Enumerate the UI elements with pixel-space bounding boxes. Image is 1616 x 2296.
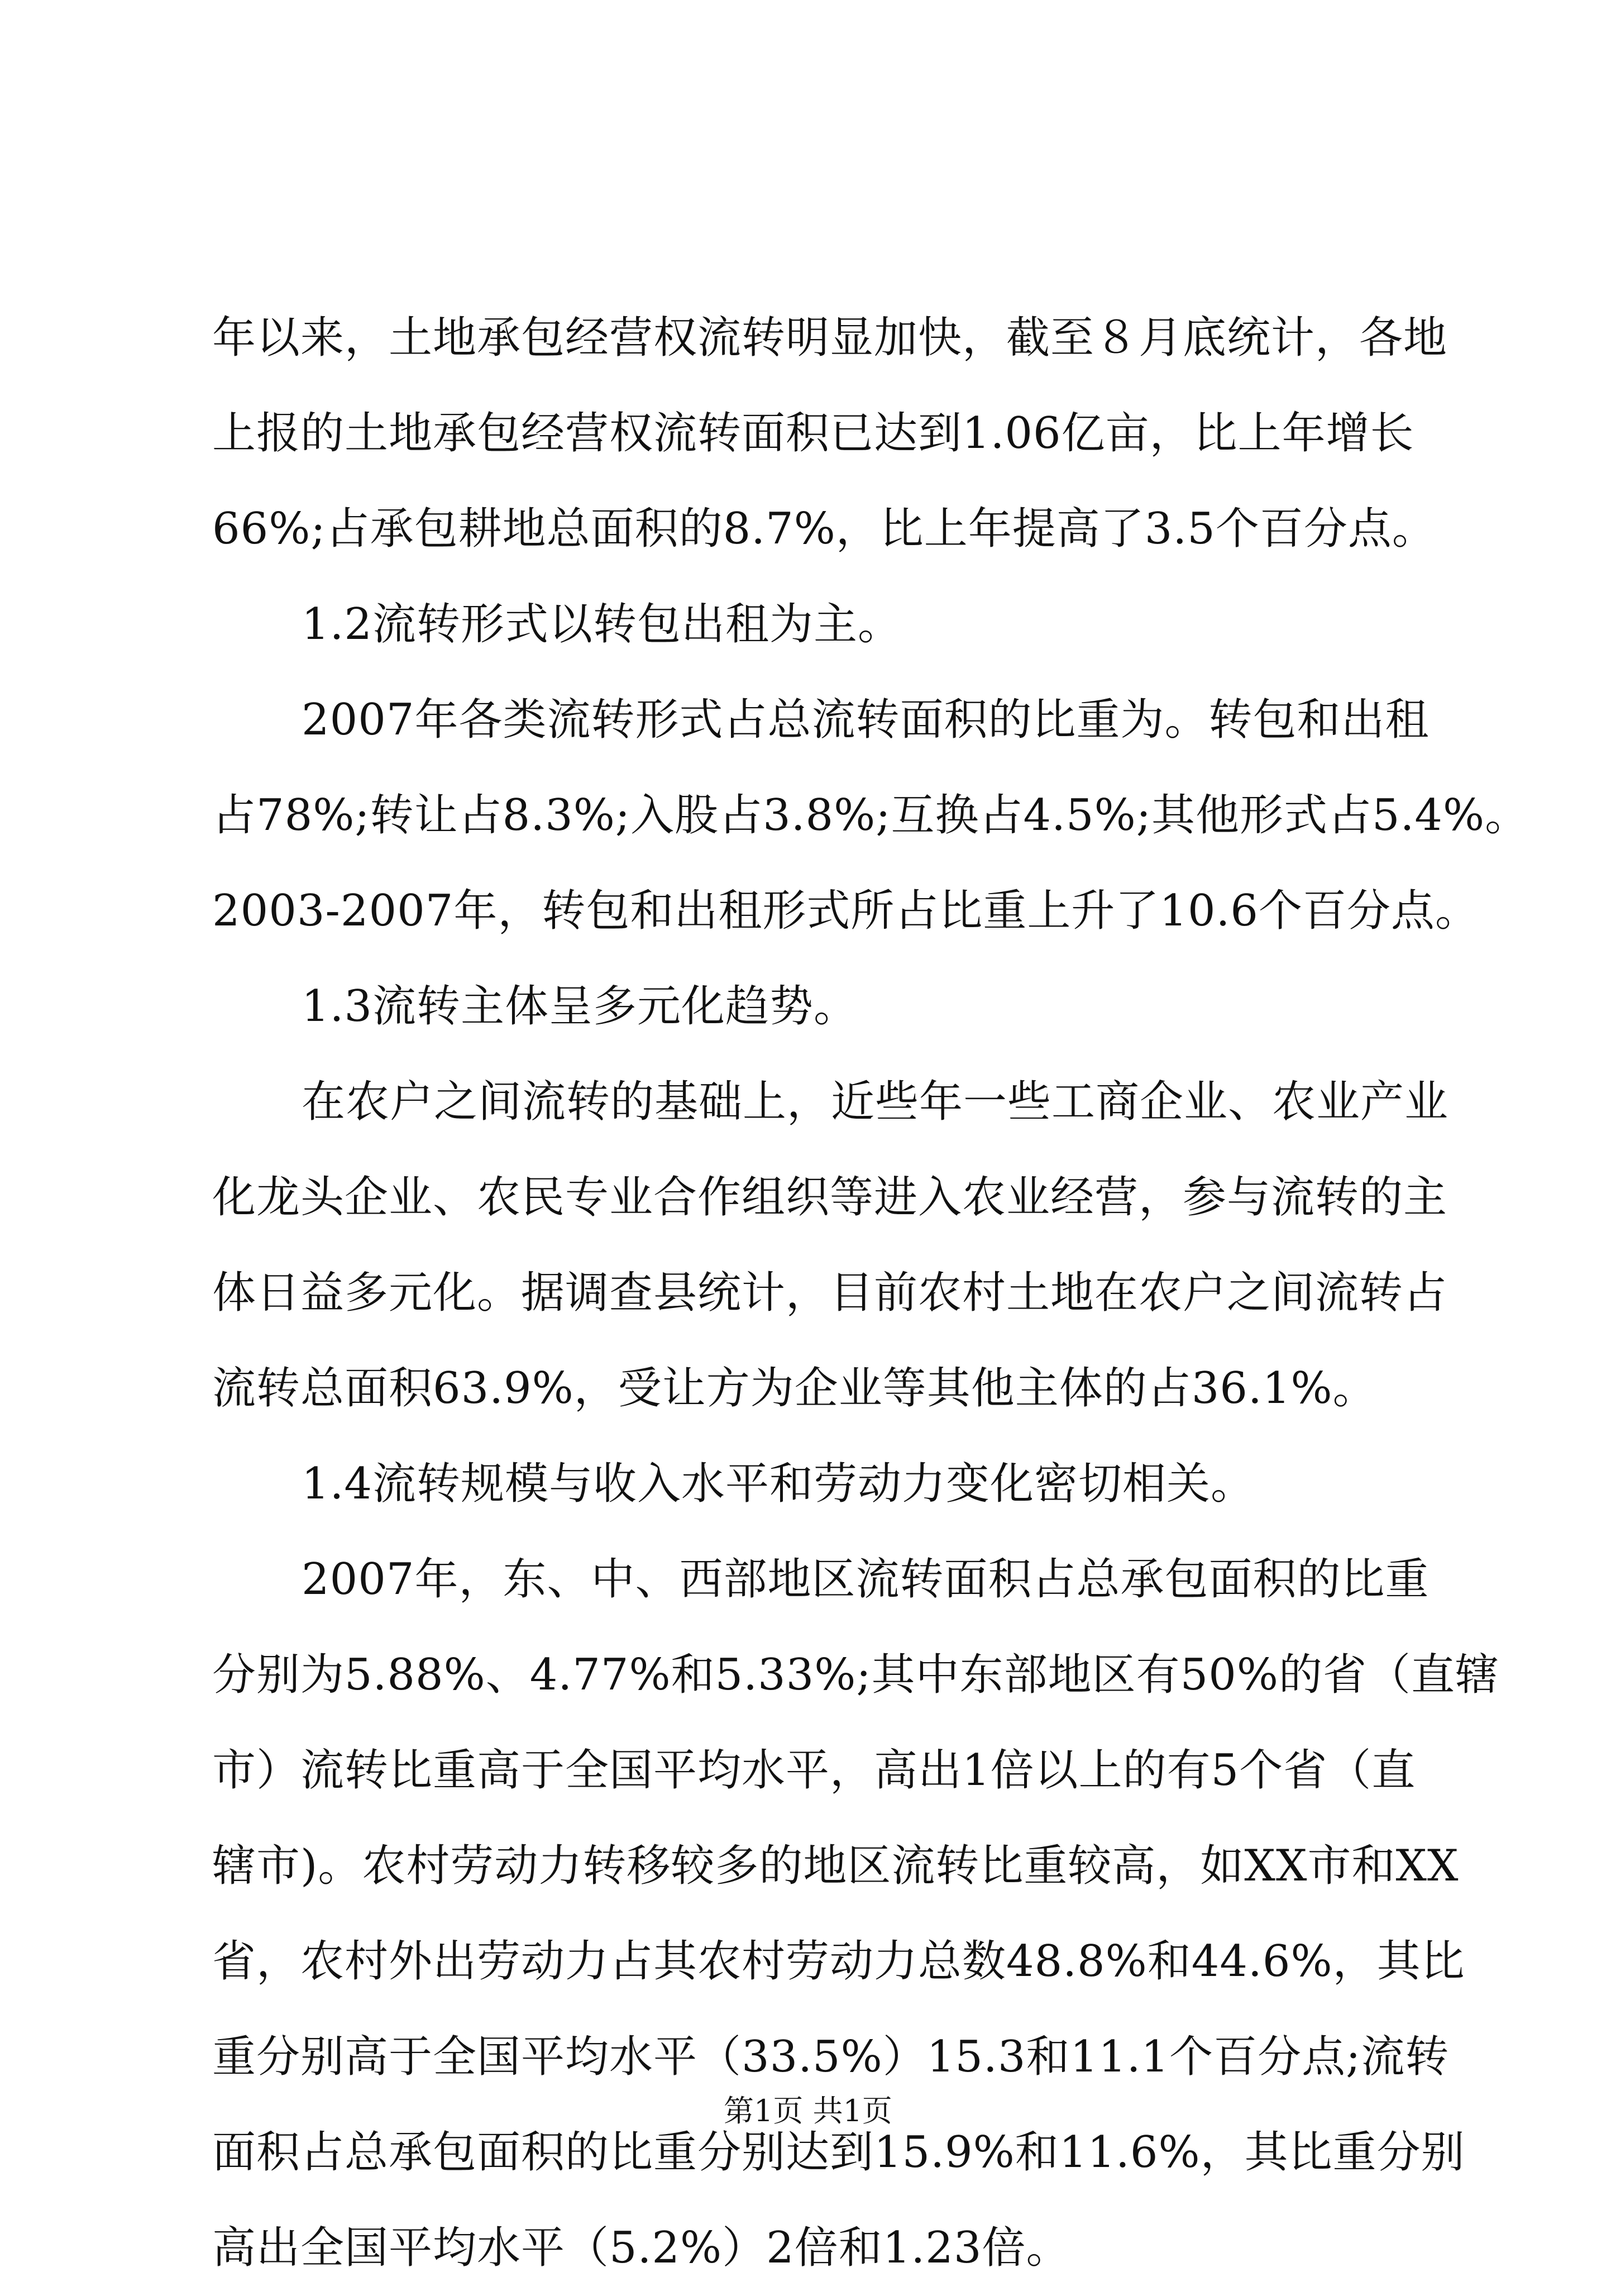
text-line: 上报的土地承包经营权流转面积已达到1.06亿亩，比上年增长	[212, 408, 1414, 459]
text-line: 占78%;转让占8.3%;入股占3.8%;互换占4.5%;其他形式占5.4%。	[212, 790, 1529, 841]
section-heading: 1.2流转形式以转包出租为主。	[302, 599, 902, 650]
section-heading: 1.3流转主体呈多元化趋势。	[302, 981, 858, 1032]
text-line: 2003-2007年，转包和出租形式所占比重上升了10.6个百分点。	[212, 886, 1480, 936]
text-line: 年以来，土地承包经营权流转明显加快，截至８月底统计，各地	[212, 313, 1448, 363]
paragraph-first-line: 2007年，东、中、西部地区流转面积占总承包面积的比重	[302, 1554, 1429, 1605]
text-line: 面积占总承包面积的比重分别达到15.9%和11.6%，其比重分别	[212, 2127, 1465, 2178]
text-line: 体日益多元化。据调查县统计，目前农村土地在农户之间流转占	[212, 1268, 1448, 1318]
text-line: 重分别高于全国平均水平（33.5%）15.3和11.1个百分点;流转	[212, 2032, 1450, 2082]
text-line: 分别为5.88%、4.77%和5.33%;其中东部地区有50%的省（直辖	[212, 1650, 1500, 1700]
body-text	[212, 290, 1529, 2296]
text-line: 66%;占承包耕地总面积的8.7%，比上年提高了3.5个百分点。	[212, 504, 1436, 554]
text-line: 省，农村外出劳动力占其农村劳动力总数48.8%和44.6%，其比	[212, 1936, 1465, 1987]
section-heading: 1.4流转规模与收入水平和劳动力变化密切相关。	[302, 1459, 1255, 1509]
text-line: 市）流转比重高于全国平均水平，高出1倍以上的有5个省（直	[212, 1745, 1416, 1796]
page-footer: 第1页 共1页	[724, 2093, 892, 2128]
paragraph-first-line: 在农户之间流转的基础上，近些年一些工商企业、农业产业	[302, 1077, 1449, 1127]
text-line: 化龙头企业、农民专业合作组织等进入农业经营，参与流转的主	[212, 1172, 1448, 1223]
text-line: 辖市)。农村劳动力转移较多的地区流转比重较高，如XX市和XX	[212, 1841, 1459, 1891]
paragraph-first-line: 2007年各类流转形式占总流转面积的比重为。转包和出租	[302, 695, 1429, 745]
text-line: 流转总面积63.9%，受让方为企业等其他主体的占36.1%。	[212, 1363, 1377, 1414]
text-line: 高出全国平均水平（5.2%）2倍和1.23倍。	[212, 2223, 1070, 2273]
